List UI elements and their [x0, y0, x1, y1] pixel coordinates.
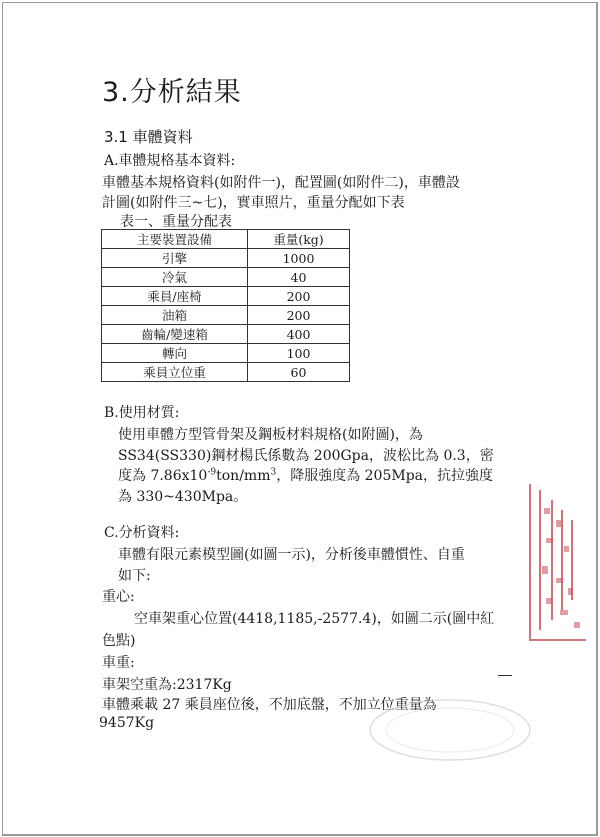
- table-cell: 轉向: [102, 344, 248, 363]
- part-b-line-4: 為 330~430Mpa。: [118, 489, 248, 505]
- table-cell: 200: [248, 287, 350, 306]
- vehicle-weight-label: 車重:: [102, 655, 135, 671]
- table-row: [102, 344, 350, 363]
- table-row: [102, 363, 350, 382]
- table-cell: 乘員立位重: [102, 363, 248, 382]
- part-b-line-2: SS34(SS330)鋼材楊氏係數為 200Gpa，波松比為 0.3，密: [118, 448, 494, 464]
- table-cell: 油箱: [102, 306, 248, 325]
- density-exponent: -9: [207, 467, 217, 478]
- table-cell: 齒輪/變速箱: [102, 325, 248, 344]
- table-cell: 乘員/座椅: [102, 287, 248, 306]
- part-a-line-2: 計圖(如附件三~七)，實車照片，重量分配如下表: [102, 195, 405, 211]
- body-weight-line-1: 車體乘載 27 乘員座位後，不加底盤，不加立位重量為: [102, 697, 437, 713]
- part-c-title: C.分析資料:: [104, 525, 180, 541]
- table-header-row: [102, 230, 350, 249]
- table-row: [102, 306, 350, 325]
- part-a-title: A.車體規格基本資料:: [104, 153, 236, 169]
- part-a-line-1: 車體基本規格資料(如附件一)，配置圖(如附件二)，車體設: [102, 175, 460, 191]
- part-c-line-1: 車體有限元素模型圖(如圖一示)，分析後車體慣性、自重: [118, 547, 465, 563]
- part-c-line-2: 如下:: [118, 568, 151, 584]
- table-cell: 200: [248, 306, 350, 325]
- table-row: [102, 268, 350, 287]
- part-b-title: B.使用材質:: [104, 405, 180, 421]
- table-cell: 400: [248, 325, 350, 344]
- table-row: [102, 287, 350, 306]
- page-heading: 3.分析結果: [102, 77, 242, 108]
- yield-strength-text: ，降服強度為 205Mpa，抗拉強度: [276, 468, 494, 484]
- density-unit: ton/mm: [216, 468, 271, 484]
- table-cell: 冷氣: [102, 268, 248, 287]
- body-weight-line-2: 9457Kg: [99, 715, 155, 731]
- section-title: 3.1 車體資料: [104, 128, 193, 146]
- column-header: 重量(kg): [248, 230, 350, 249]
- table-cell: 100: [248, 344, 350, 363]
- part-b-line-1: 使用車體方型管骨架及鋼板材料規格(如附圖)，為: [118, 427, 423, 443]
- table-cell: 1000: [248, 249, 350, 268]
- faint-stamp: [360, 690, 540, 770]
- weight-distribution-table: [101, 229, 350, 382]
- table-caption: 表一、重量分配表: [120, 214, 232, 230]
- table-cell: 40: [248, 268, 350, 287]
- red-seal-stamp: [522, 480, 592, 648]
- density-text: 度為 7.86x10: [118, 468, 208, 484]
- table-cell: 60: [248, 363, 350, 382]
- part-b-line-3: [118, 465, 493, 485]
- frame-weight: 車架空重為:2317Kg: [102, 677, 232, 693]
- column-header: 主要裝置設備: [102, 230, 248, 249]
- table-row: [102, 249, 350, 268]
- unit-exponent: 3: [270, 467, 277, 478]
- stray-mark: [498, 675, 512, 676]
- center-of-gravity-line-2: 色點): [102, 633, 136, 649]
- table-cell: 引擎: [102, 249, 248, 268]
- center-of-gravity-label: 重心:: [102, 589, 135, 605]
- table-row: [102, 325, 350, 344]
- center-of-gravity-line-1: 空車架重心位置(4418,1185,-2577.4)，如圖二示(圖中紅: [134, 611, 495, 627]
